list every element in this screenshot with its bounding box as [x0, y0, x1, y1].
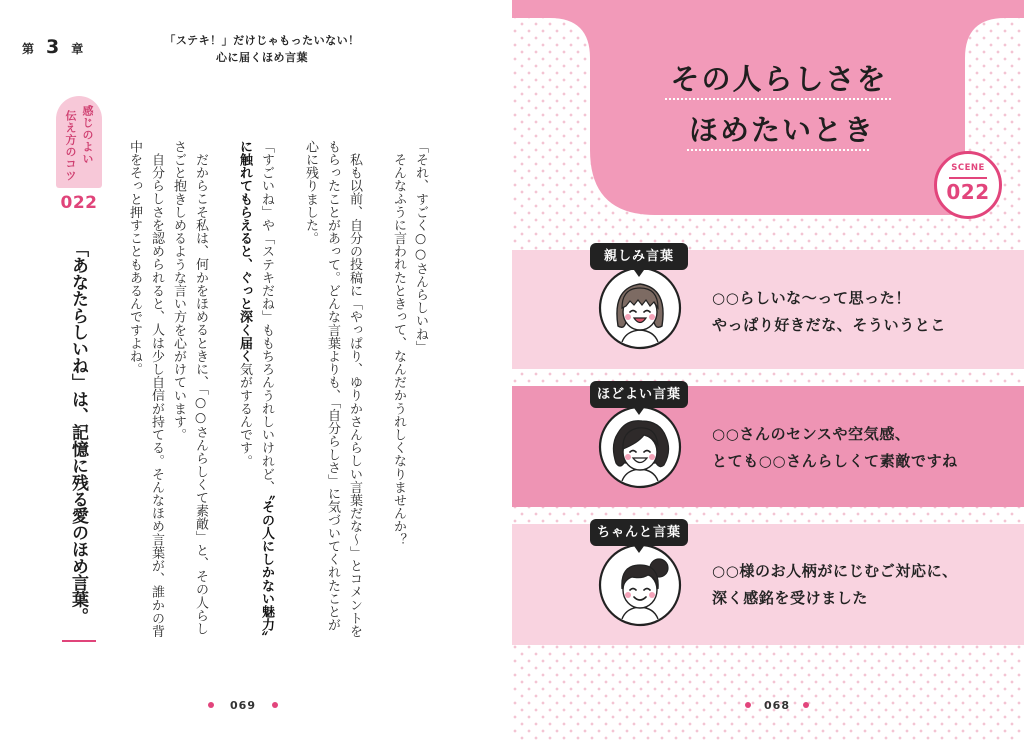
body-line	[321, 140, 343, 644]
body-text-segment: 私も以前、自分の投稿に「やっぱり、ゆりかさんらしい言葉だな〜」とコメントを	[347, 153, 362, 638]
running-header	[142, 32, 382, 66]
body-text-segment: 気がするんです。	[237, 362, 252, 468]
body-line	[167, 140, 189, 644]
scene-number: 022	[946, 179, 990, 204]
example-phrase-line: ○○らしいな〜って思った！	[712, 289, 911, 307]
running-header-line: 心に届くほめ言葉	[216, 51, 308, 64]
scene-badge	[934, 151, 1002, 219]
body-text-segment: 中をそっと押すこともあるんですよね。	[127, 140, 142, 376]
scene-label: SCENE	[951, 163, 985, 173]
folio-dot	[208, 702, 214, 708]
scene-title-line: ほめたいとき	[687, 113, 869, 151]
body-text-segment: だからこそ私は、何かをほめるときに、「○○さんらしくて素敵」と、その人らし	[193, 153, 208, 636]
tone-label-friendly: 親しみ言葉	[590, 243, 688, 270]
wavy-hair-smiling-face-icon	[598, 405, 682, 489]
body-text-segment: 自分らしさを認められると、人は少し自信が持てる。そんなほめ言葉が、誰かの背	[149, 153, 164, 638]
running-header-line: 「ステキ！」だけじゃもったいない！	[164, 34, 360, 47]
section-tab-text	[62, 105, 96, 182]
body-text-segment: さごと抱きしめるような言い方を心がけています。	[171, 140, 186, 442]
paragraph-gap	[365, 140, 387, 644]
chapter-prefix: 第	[22, 42, 35, 56]
scene-divider	[949, 177, 987, 179]
tip-headline: 「あなたらしいね」は、記憶に残る愛のほめ言葉。	[68, 240, 88, 625]
page-number-text: 068	[764, 698, 790, 712]
body-line	[299, 140, 321, 644]
example-phrase-line: 深く感銘を受けました	[712, 589, 869, 607]
chapter-number: 3	[46, 36, 60, 58]
paragraph-gap	[211, 140, 233, 644]
tip-number: 022	[60, 193, 98, 213]
example-phrase	[712, 285, 946, 339]
body-emphasis: 〝その人にしかない魅力〟	[259, 493, 274, 645]
folio-dot	[745, 702, 751, 708]
chapter-label	[22, 36, 83, 58]
body-line	[343, 140, 365, 644]
body-line	[123, 140, 145, 644]
body-line	[145, 140, 167, 644]
section-tab-line: 感じのよい	[81, 105, 94, 165]
right-page	[512, 0, 1024, 740]
page-number-text: 069	[230, 698, 256, 712]
body-text-segment: そんなふうに言われたときって、なんだかうれしくなりませんか？	[391, 153, 406, 546]
body-line	[233, 140, 255, 644]
body-text-segment: 心に残りました。	[303, 140, 318, 245]
example-phrase-line: ○○様のお人柄がにじむご対応に、	[712, 562, 958, 580]
body-text-segment: 「すごいね」や「ステキだね」ももちろんうれしいけれど、	[259, 140, 274, 494]
tone-label-moderate: ほどよい言葉	[590, 381, 688, 408]
body-text	[123, 140, 431, 644]
body-line	[387, 140, 409, 644]
example-phrase-line: やっぱり好きだな、そういうとこ	[712, 316, 947, 334]
bob-hair-smiling-face-icon	[598, 266, 682, 350]
body-line	[255, 140, 277, 644]
page-number	[745, 697, 809, 713]
paragraph-gap	[277, 140, 299, 644]
headline-rule	[62, 640, 96, 642]
example-phrase	[712, 421, 958, 475]
section-tab-line: 伝え方のコツ	[64, 110, 77, 182]
example-phrase	[712, 558, 958, 612]
tone-label-polite: ちゃんと言葉	[590, 519, 688, 546]
body-text-segment: 「それ、すごく○○さんらしいね」	[413, 140, 428, 354]
page-number	[208, 697, 278, 713]
scene-title-line: その人らしさを	[665, 62, 891, 100]
body-line	[189, 140, 211, 644]
folio-dot	[803, 702, 809, 708]
body-line	[409, 140, 431, 644]
body-emphasis: に触れてもらえると、ぐっと深く届く	[237, 140, 252, 363]
folio-dot	[272, 702, 278, 708]
bun-hair-smiling-face-icon	[598, 543, 682, 627]
body-text-segment: もらったことがあって。どんな言葉よりも、「自分らしさ」に気づいてくれたことが	[325, 140, 340, 632]
example-phrase-line: とても○○さんらしくて素敵ですね	[712, 452, 958, 470]
section-tab	[56, 96, 102, 188]
example-phrase-line: ○○さんのセンスや空気感、	[712, 425, 911, 443]
chapter-suffix: 章	[71, 42, 84, 56]
